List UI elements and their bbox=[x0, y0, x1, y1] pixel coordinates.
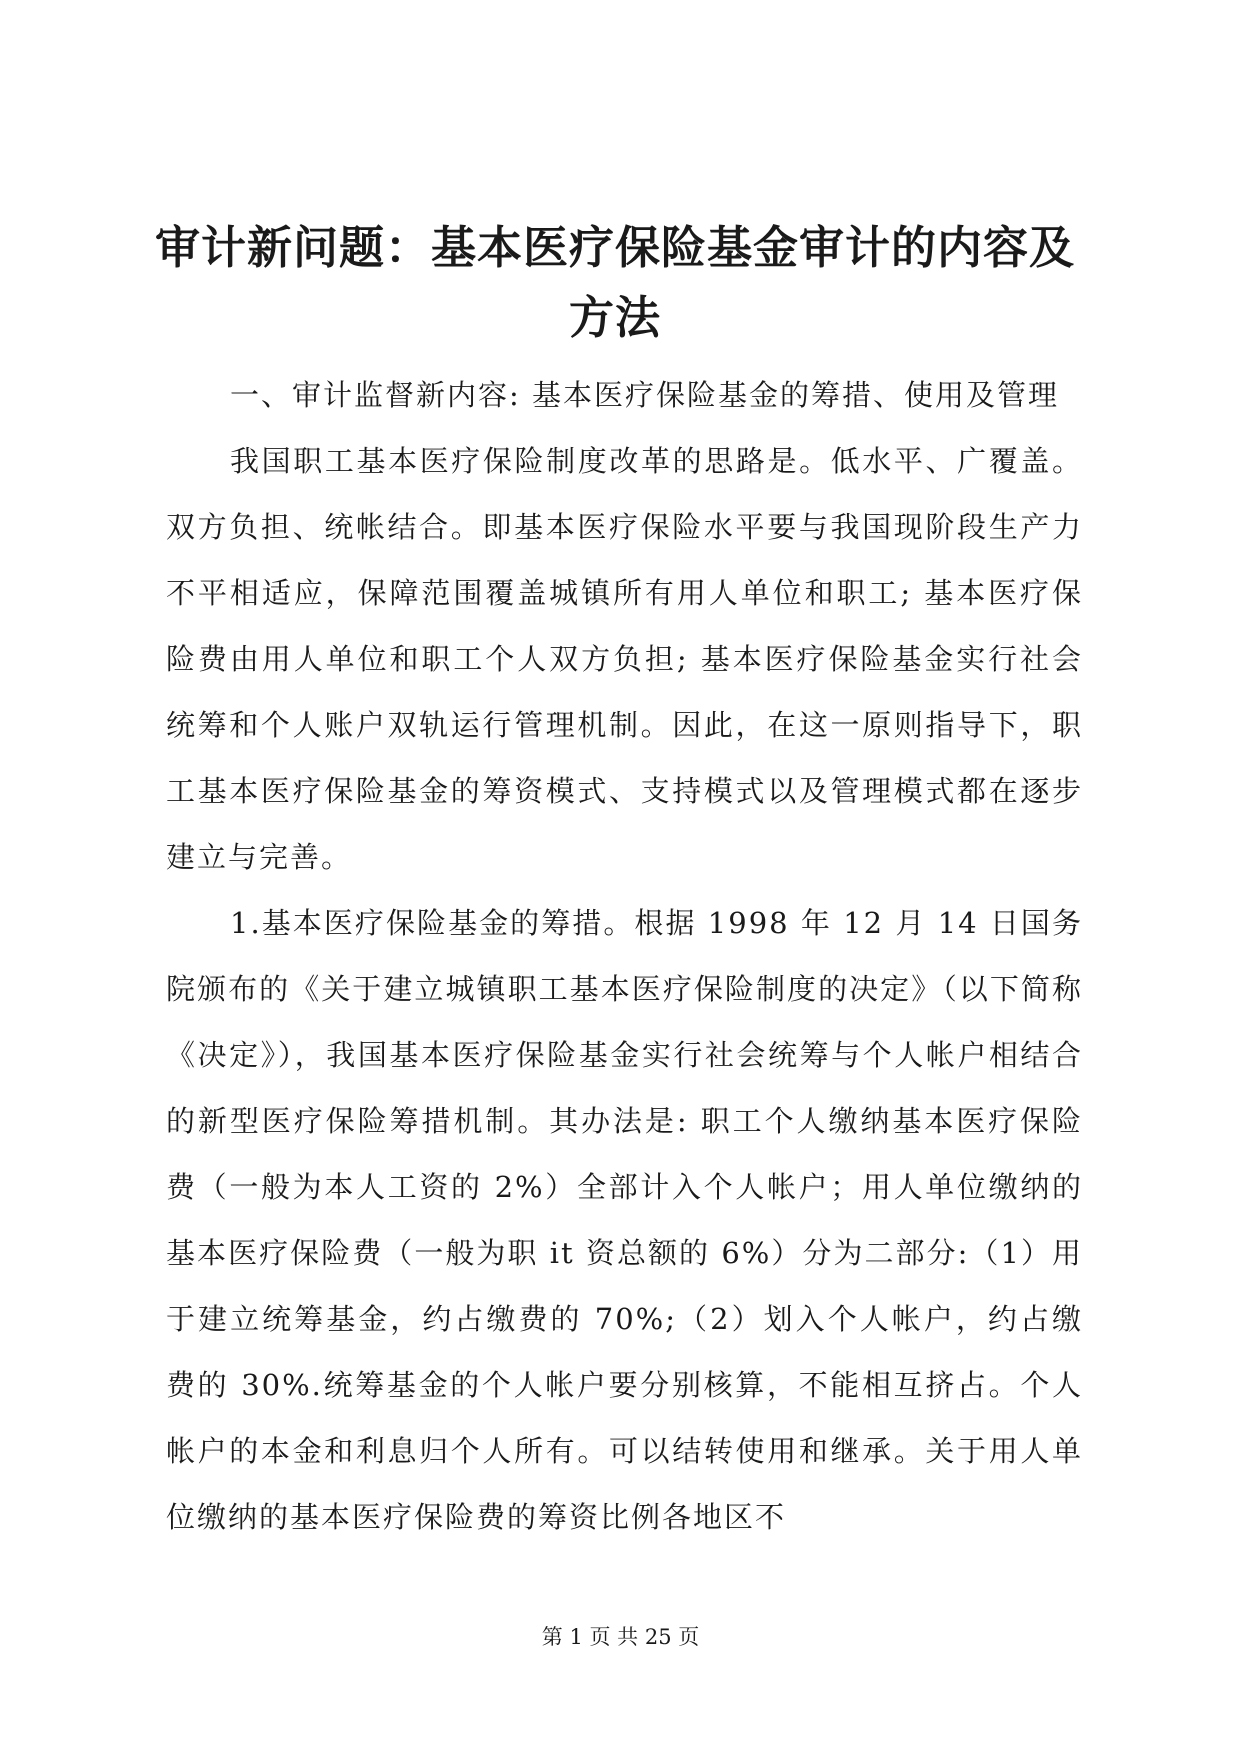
page-number-footer: 第 1 页 共 25 页 bbox=[541, 1625, 700, 1649]
section-heading-paragraph: 一、审计监督新内容: 基本医疗保险基金的筹措、使用及管理 bbox=[230, 378, 1059, 412]
body-paragraph: 1.基本医疗保险基金的筹措。根据 1998 年 12 月 14 日国务院颁布的《关于建立城镇职工基本医疗保险制度的决定》（以下简称《决定》），我国基本医疗保险基金实行社会统筹与个人帐户相结合的新型医疗保险筹措机制。其办法是: 职工个人缴纳基本医疗保险费（一般为本人工资的 2%）全部计入个人帐户；用人单位缴纳的基本医疗保险费（一般为职 it 资总额的 6%）分为二部分:（1）用于建立统筹基金，约占缴费的 70%;（2）划入个人帐户，约占缴费的 30%.统筹基金的个人帐户要分别核算，不能相互挤占。个人帐户的本金和利息归个人所有。可以结转使用和继承。关于用人单位缴纳的基本医疗保险费的筹资比例各地区不 bbox=[166, 906, 1083, 1534]
document-body bbox=[166, 362, 1083, 1550]
document-title: 审计新问题：基本医疗保险基金审计的内容及方法 bbox=[154, 221, 1075, 344]
body-paragraph: 我国职工基本医疗保险制度改革的思路是。低水平、广覆盖。双方负担、统帐结合。即基本医疗保险水平要与我国现阶段生产力不平相适应，保障范围覆盖城镇所有用人单位和职工; 基本医疗保险费由用人单位和职工个人双方负担; 基本医疗保险基金实行社会统筹和个人账户双轨运行管理机制。因此，在这一原则指导下，职工基本医疗保险基金的筹资模式、支持模式以及管理模式都在逐步建立与完善。 bbox=[166, 444, 1083, 874]
